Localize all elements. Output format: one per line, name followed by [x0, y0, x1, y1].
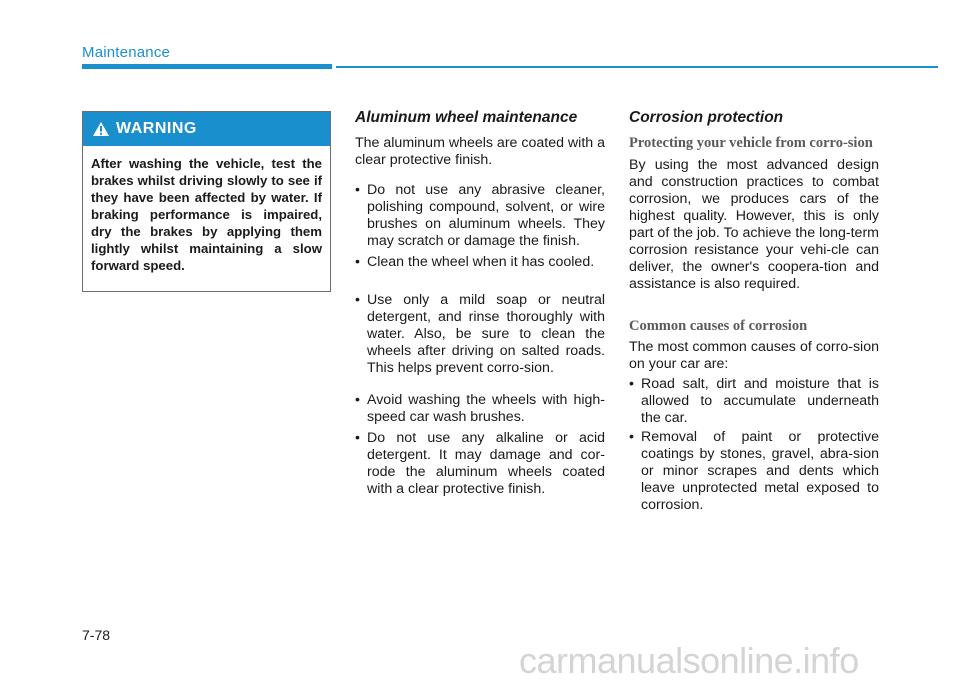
list-item: • Road salt, dirt and moisture that is allowed to accumulate underneath the car. [629, 376, 879, 426]
corrosion-section [629, 109, 879, 297]
aluminum-title: Aluminum wheel maintenance [355, 109, 578, 126]
header-rule-thin [336, 66, 938, 68]
list-item: • Clean the wheel when it has cooled. [355, 254, 595, 270]
aluminum-section [355, 109, 605, 173]
corrosion-subheading-2: Common causes of corrosion [629, 318, 808, 334]
page-number: 7-78 [82, 627, 111, 643]
aluminum-intro: The aluminum wheels are coated with a clear protective finish. [355, 135, 605, 168]
warning-box [82, 111, 331, 292]
list-item: • Removal of paint or protective coatings by stones, gravel, abra-sion or minor scrapes and dents which leave unprotected metal exposed to corrosion. [629, 429, 879, 513]
warning-text: After washing the vehicle, test the brakes whilst driving slowly to see if they have been affected by water. If braking performance is impaired, dry the brakes by applying them lightly whilst maintaining a slow forward speed. [91, 156, 322, 273]
watermark: carmanualsonline.info [519, 640, 859, 681]
list-item: • Use only a mild soap or neutral detergent, and rinse thoroughly with water. Also, be sure to clean the wheels after driving on salted roads. This helps prevent corro-sion. [355, 292, 605, 376]
corrosion-title: Corrosion protection [629, 109, 784, 126]
list-item: • Do not use any abrasive cleaner, polishing compound, solvent, or wire brushes on aluminum wheels. They may scratch or damage the finish. [355, 182, 605, 249]
section-title: Maintenance [82, 44, 171, 61]
header-rule-thick [82, 64, 332, 69]
warning-label: WARNING [116, 120, 197, 137]
warning-header [83, 112, 330, 146]
warning-triangle-icon [93, 122, 109, 136]
list-item: • Avoid washing the wheels with high-speed car wash brushes. [355, 392, 605, 425]
corrosion-paragraph-2: The most common causes of corro-sion on your car are: [629, 339, 879, 372]
corrosion-paragraph-1: By using the most advanced design and construction practices to combat corrosion, we produces cars of the highest quality. However, this is only part of the job. To achieve the long-term corrosion resistance your vehi-cle can deliver, the owner's coopera-tion and assistance is also required. [629, 157, 879, 292]
corrosion-subheading-1: Protecting your vehicle from corro-sion [629, 135, 873, 151]
list-item: • Do not use any alkaline or acid detergent. It may damage and cor-rode the aluminum wheels coated with a clear protective finish. [355, 430, 605, 497]
